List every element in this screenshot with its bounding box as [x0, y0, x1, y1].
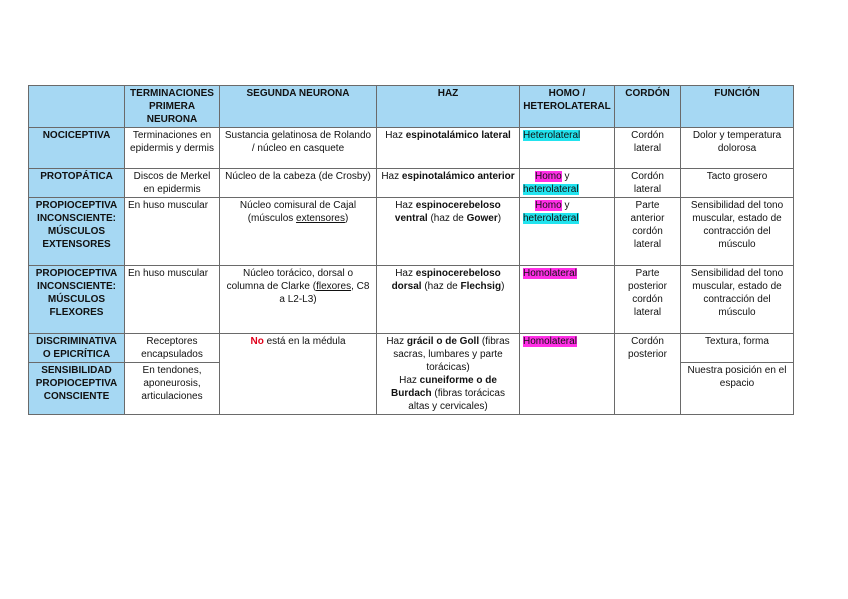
cell-haz — [377, 169, 520, 198]
lat-highlight: Homolateral — [523, 336, 577, 347]
haz2-mid: (fibras torácicas altas y cervicales) — [408, 388, 505, 412]
lat-hetero: heterolateral — [523, 184, 579, 195]
cell-haz — [377, 198, 520, 266]
haz2-bold: cuneiforme o de Burdach — [391, 375, 497, 399]
row-name: PROPIOCEPTIVA INCONSCIENTE: MÚSCULOS EXTENSORES — [29, 198, 125, 266]
cell-lateralidad — [520, 198, 615, 266]
cell-terminaciones: Receptores encapsulados — [125, 334, 220, 363]
header-row — [29, 86, 794, 128]
haz-bold: grácil o de Goll — [406, 336, 480, 347]
cell-funcion: Textura, forma — [681, 334, 794, 363]
row-name: PROTOPÁTICA — [29, 169, 125, 198]
cell-terminaciones: En huso muscular — [125, 266, 220, 334]
header-empty — [29, 86, 125, 128]
header-cordon: CORDÓN — [615, 86, 681, 128]
header-homo-heterolateral: HOMO / HETEROLATERAL — [520, 86, 615, 128]
cell-cordon: Parte posterior cordón lateral — [615, 266, 681, 334]
haz2-text: Haz — [399, 375, 420, 386]
lat-highlight: Heterolateral — [523, 130, 581, 141]
lat-y: y — [561, 171, 570, 182]
lat-homo: Homo — [535, 171, 562, 182]
cell-segunda-neurona — [220, 334, 377, 415]
lat-highlight: Homolateral — [523, 268, 577, 279]
cell-terminaciones: Terminaciones en epidermis y dermis — [125, 128, 220, 169]
cell-terminaciones: Discos de Merkel en epidermis — [125, 169, 220, 198]
cell-terminaciones: En huso muscular — [125, 198, 220, 266]
cell-cordon: Cordón lateral — [615, 128, 681, 169]
pathways-table — [28, 85, 794, 415]
row-name: NOCICEPTIVA — [29, 128, 125, 169]
cell-funcion: Sensibilidad del tono muscular, estado de contracción del músculo — [681, 266, 794, 334]
header-segunda-neurona: SEGUNDA NEURONA — [220, 86, 377, 128]
segunda-underline: extensores — [296, 213, 345, 224]
segunda-no: No — [250, 336, 264, 347]
haz-end: ) — [501, 281, 505, 292]
header-terminaciones: TERMINACIONES PRIMERA NEURONA — [125, 86, 220, 128]
haz-text: Haz — [386, 336, 407, 347]
cell-lateralidad — [520, 169, 615, 198]
haz-text: Haz — [395, 268, 416, 279]
row-name: SENSIBILIDAD PROPIOCEPTIVA CONSCIENTE — [29, 363, 125, 415]
header-haz: HAZ — [377, 86, 520, 128]
segunda-underline: flexores — [316, 281, 352, 292]
cell-haz — [377, 334, 520, 415]
segunda-end: , C8 a L2-L3) — [279, 281, 370, 305]
haz-bold: espinotalámico lateral — [405, 130, 511, 141]
haz-bold: espinotalámico anterior — [401, 171, 515, 182]
haz-bold: espinocerebeloso dorsal — [391, 268, 501, 292]
cell-lateralidad — [520, 334, 615, 415]
segunda-text: Núcleo comisural de Cajal (músculos — [239, 200, 357, 224]
table-row — [29, 169, 794, 198]
table-row — [29, 198, 794, 266]
row-name: DISCRIMINATIVA O EPICRÍTICA — [29, 334, 125, 363]
haz-bold: espinocerebeloso ventral — [394, 200, 501, 224]
cell-funcion: Tacto grosero — [681, 169, 794, 198]
row-name: PROPIOCEPTIVA INCONSCIENTE: MÚSCULOS FLEXORES — [29, 266, 125, 334]
haz-text: Haz — [385, 130, 406, 141]
haz-bold2: Flechsig — [460, 281, 502, 292]
segunda-text: está en la médula — [263, 336, 346, 347]
cell-lateralidad — [520, 128, 615, 169]
cell-cordon: Cordón lateral — [615, 169, 681, 198]
cell-segunda-neurona — [220, 198, 377, 266]
haz-text: Haz — [381, 171, 402, 182]
table-row — [29, 334, 794, 363]
haz-end: ) — [497, 213, 502, 224]
segunda-end: ) — [344, 213, 349, 224]
haz-bold2: Gower — [466, 213, 498, 224]
cell-funcion: Sensibilidad del tono muscular, estado de contracción del músculo — [681, 198, 794, 266]
table-row — [29, 128, 794, 169]
cell-funcion: Dolor y temperatura dolorosa — [681, 128, 794, 169]
table-row — [29, 266, 794, 334]
cell-cordon: Cordón posterior — [615, 334, 681, 415]
haz-text: Haz — [395, 200, 416, 211]
lat-y: y — [561, 200, 570, 211]
haz-mid: (haz de — [421, 281, 461, 292]
cell-lateralidad — [520, 266, 615, 334]
cell-cordon: Parte anterior cordón lateral — [615, 198, 681, 266]
cell-terminaciones: En tendones, aponeurosis, articulaciones — [125, 363, 220, 415]
header-funcion: FUNCIÓN — [681, 86, 794, 128]
cell-segunda-neurona: Núcleo de la cabeza (de Crosby) — [220, 169, 377, 198]
cell-segunda-neurona — [220, 266, 377, 334]
segunda-text: Núcleo torácico, dorsal o columna de Clarke ( — [226, 268, 354, 292]
lat-hetero: heterolateral — [523, 213, 579, 224]
cell-funcion: Nuestra posición en el espacio — [681, 363, 794, 415]
cell-segunda-neurona: Sustancia gelatinosa de Rolando / núcleo en casquete — [220, 128, 377, 169]
haz-mid: (fibras sacras, lumbares y parte torácicas) — [393, 336, 510, 373]
haz-mid: (haz de — [427, 213, 467, 224]
cell-haz — [377, 128, 520, 169]
cell-haz — [377, 266, 520, 334]
lat-homo: Homo — [535, 200, 562, 211]
